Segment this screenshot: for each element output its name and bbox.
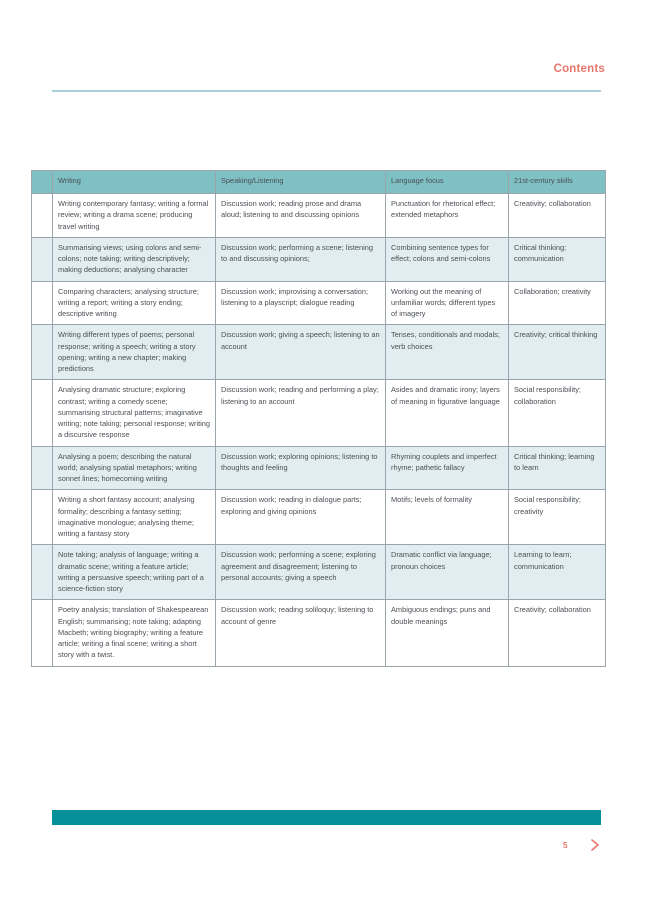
column-header-speaking-listening: Speaking/Listening <box>216 171 386 194</box>
row-gutter-cell <box>32 325 53 380</box>
cell-speaking-listening: Discussion work; reading in dialogue parts; exploring and giving opinions <box>216 490 386 545</box>
table-row <box>32 237 606 281</box>
row-gutter-cell <box>32 446 53 490</box>
cell-language-focus: Combining sentence types for effect; colons and semi-colons <box>386 237 509 281</box>
cell-21st-century-skills: Collaboration; creativity <box>509 281 606 325</box>
table-header-row <box>32 171 606 194</box>
table-header <box>32 171 606 194</box>
cell-language-focus: Punctuation for rhetorical effect; extended metaphors <box>386 194 509 238</box>
cell-speaking-listening: Discussion work; performing a scene; listening to and discussing opinions; <box>216 237 386 281</box>
cell-21st-century-skills: Creativity; collaboration <box>509 194 606 238</box>
contents-table <box>31 170 606 667</box>
table-body <box>32 194 606 667</box>
row-gutter-cell <box>32 380 53 446</box>
cell-writing: Note taking; analysis of language; writing a dramatic scene; writing a feature article; writing a persuasive speech; writing part of a science-fiction story <box>53 545 216 600</box>
page-title: Contents <box>553 63 605 75</box>
cell-language-focus: Rhyming couplets and imperfect rhyme; pathetic fallacy <box>386 446 509 490</box>
row-gutter-cell <box>32 545 53 600</box>
cell-writing: Analysing dramatic structure; exploring contrast; writing a comedy scene; summarising structural patterns; imaginative writing; note taking; personal response; writing a discursive response <box>53 380 216 446</box>
cell-writing: Summarising views; using colons and semi-colons; note taking; writing descriptively; making deductions; analysing character <box>53 237 216 281</box>
cell-writing: Writing contemporary fantasy; writing a formal review; writing a drama scene; producing travel writing <box>53 194 216 238</box>
table-row <box>32 194 606 238</box>
cell-writing: Analysing a poem; describing the natural world; analysing spatial metaphors; writing sonnet lines; homecoming writing <box>53 446 216 490</box>
chevron-right-icon <box>588 838 602 852</box>
cell-writing: Comparing characters; analysing structure; writing a report; writing a story ending; descriptive writing <box>53 281 216 325</box>
table-row <box>32 281 606 325</box>
cell-21st-century-skills: Creativity; critical thinking <box>509 325 606 380</box>
cell-speaking-listening: Discussion work; performing a scene; exploring agreement and disagreement; listening to personal accounts; giving a speech <box>216 545 386 600</box>
row-gutter-cell <box>32 490 53 545</box>
row-gutter-cell <box>32 600 53 666</box>
column-header-language-focus: Language focus <box>386 171 509 194</box>
row-gutter-cell <box>32 237 53 281</box>
cell-21st-century-skills: Social responsibility; creativity <box>509 490 606 545</box>
cell-speaking-listening: Discussion work; giving a speech; listening to an account <box>216 325 386 380</box>
cell-speaking-listening: Discussion work; improvising a conversation; listening to a playscript; dialogue reading <box>216 281 386 325</box>
row-gutter-cell <box>32 194 53 238</box>
page-number: 5 <box>563 841 568 850</box>
cell-writing: Poetry analysis; translation of Shakespearean English; summarising; note taking; adapting Macbeth; writing biography; writing a feature article; writing a final scene; writing a short story with a twist. <box>53 600 216 666</box>
cell-speaking-listening: Discussion work; exploring opinions; listening to thoughts and feeling <box>216 446 386 490</box>
cell-language-focus: Ambiguous endings; puns and double meanings <box>386 600 509 666</box>
table-row <box>32 600 606 666</box>
table-row <box>32 490 606 545</box>
cell-speaking-listening: Discussion work; reading prose and drama aloud; listening to and discussing opinions <box>216 194 386 238</box>
cell-21st-century-skills: Creativity; collaboration <box>509 600 606 666</box>
cell-language-focus: Working out the meaning of unfamiliar words; different types of imagery <box>386 281 509 325</box>
cell-speaking-listening: Discussion work; reading and performing a play; listening to an account <box>216 380 386 446</box>
footer-bar <box>52 810 601 825</box>
cell-21st-century-skills: Critical thinking; learning to learn <box>509 446 606 490</box>
column-header-gutter <box>32 171 53 194</box>
table-row <box>32 325 606 380</box>
table-row <box>32 380 606 446</box>
cell-language-focus: Dramatic conflict via language; pronoun choices <box>386 545 509 600</box>
column-header-writing: Writing <box>53 171 216 194</box>
cell-21st-century-skills: Learning to learn; communication <box>509 545 606 600</box>
cell-21st-century-skills: Critical thinking; communication <box>509 237 606 281</box>
cell-21st-century-skills: Social responsibility; collaboration <box>509 380 606 446</box>
table-row <box>32 545 606 600</box>
cell-speaking-listening: Discussion work; reading soliloquy; listening to account of genre <box>216 600 386 666</box>
cell-language-focus: Asides and dramatic irony; layers of meaning in figurative language <box>386 380 509 446</box>
table-row <box>32 446 606 490</box>
row-gutter-cell <box>32 281 53 325</box>
cell-writing: Writing different types of poems; personal response; writing a speech; writing a story opening; writing a new chapter; making predictions <box>53 325 216 380</box>
cell-language-focus: Tenses, conditionals and modals; verb choices <box>386 325 509 380</box>
page-header <box>0 0 660 100</box>
cell-writing: Writing a short fantasy account; analysing formality; describing a fantasy setting; imaginative monologue; analysing theme; writing a fantasy story <box>53 490 216 545</box>
column-header-21st-century-skills: 21st-century skills <box>509 171 606 194</box>
header-divider <box>52 90 601 92</box>
cell-language-focus: Motifs; levels of formality <box>386 490 509 545</box>
